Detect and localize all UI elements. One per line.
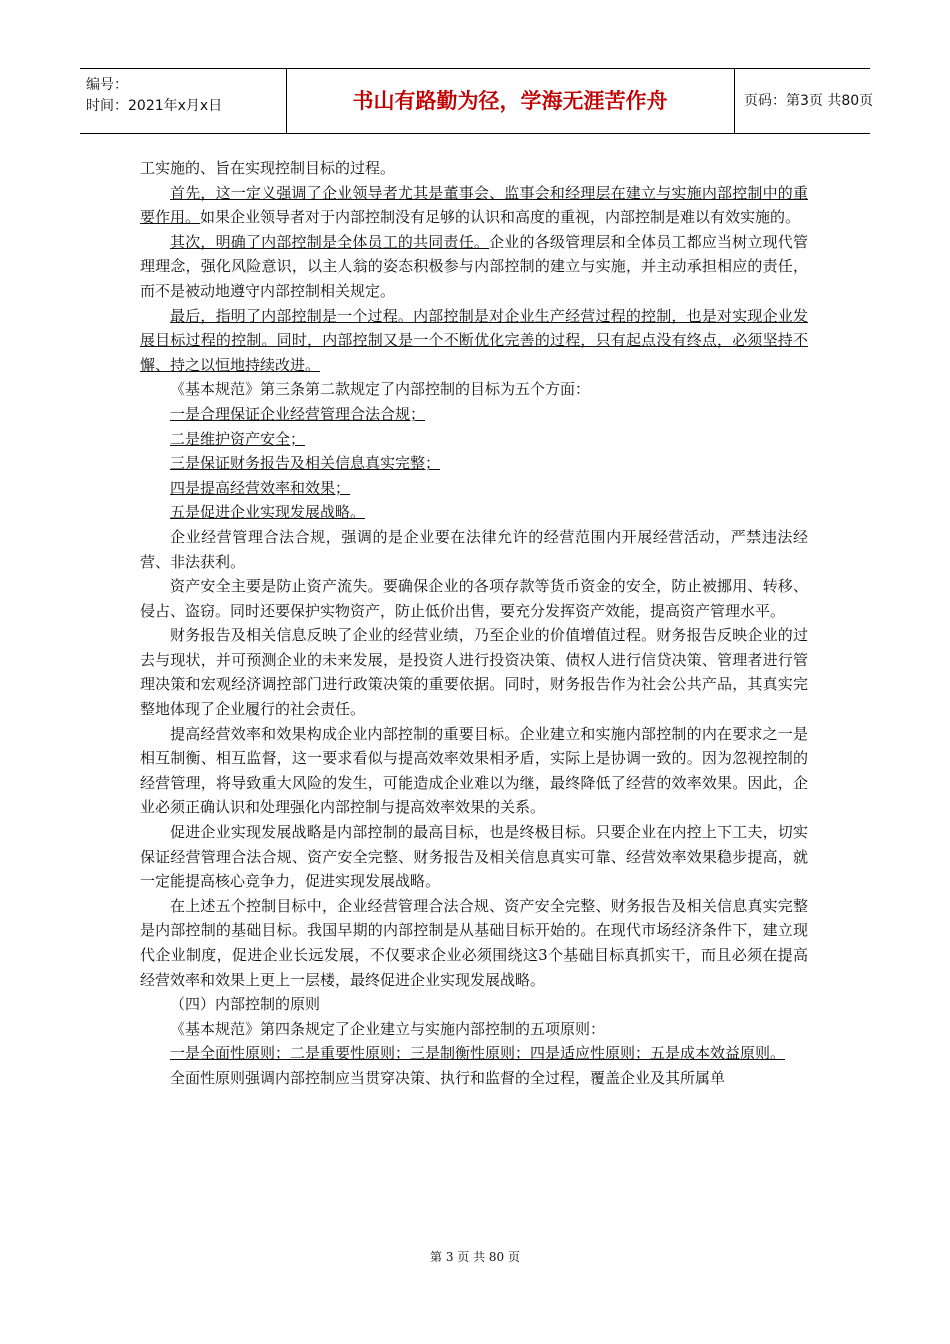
header-meta: [86, 75, 222, 117]
header-page-label: 页码：第3页 共80页: [744, 93, 874, 109]
paragraph: 全面性原则强调内部控制应当贯穿决策、执行和监督的全过程，覆盖企业及其所属单: [170, 1068, 726, 1087]
paragraph: 工实施的、旨在实现控制目标的过程。: [140, 159, 396, 177]
underlined-text: 最后，指明了内部控制是一个过程。内部控制是对企业生产经营过程的控制，也是对实现企业发展目标过程的控制。同时，内部控制又是一个不断优化完善的过程，只有起点没有终点，必须坚持不懈、持之以恒地持续改进。: [140, 306, 808, 374]
underlined-text: 其次，明确了内部控制是全体员工的共同责任。: [170, 232, 490, 251]
time-label: 时间：2021年x月x日: [86, 98, 223, 114]
page-footer: 第 3 页 共 80 页: [430, 1250, 520, 1264]
goal-item: 四是提高经营效率和效果；: [170, 478, 351, 497]
paragraph: 资产安全主要是防止资产流失。要确保企业的各项存款等货币资金的安全，防止被挪用、转移、侵占、盗窃。同时还要保护实物资产，防止低价出售，要充分发挥资产效能，提高资产管理水平。: [140, 577, 808, 620]
number-label: 编号：: [86, 77, 128, 93]
paragraph: 企业经营管理合法合规，强调的是企业要在法律允许的经营范围内开展经营活动，严禁违法经营、非法获利。: [140, 527, 808, 571]
paragraph: 首先，这一定义强调了企业领导者尤其是董事会、监事会和经理层在建立与实施内部控制中的重要作用。如果企业领导者对于内部控制没有足够的认识和高度的重视，内部控制是难以有效实施的。: [140, 183, 808, 227]
goal-item: 二是维护资产安全；: [170, 429, 306, 448]
paragraph: [140, 304, 808, 378]
header-divider: [734, 69, 735, 133]
header-motto: 书山有路勤为径，学海无涯苦作舟: [352, 89, 668, 113]
paragraph: 促进企业实现发展战略是内部控制的最高目标，也是终极目标。只要企业在内控上下工夫，切实保证经营管理合法合规、资产安全完整、财务报告及相关信息真实可靠、经营效率效果稳步提高，就一定能提高核心竞争力，促进实现发展战略。: [140, 823, 808, 891]
goal-item: 一是合理保证企业经营管理合法合规；: [170, 404, 426, 423]
goal-item: 五是促进企业实现发展战略。: [170, 503, 366, 522]
principles-list: 一是全面性原则；二是重要性原则；三是制衡性原则；四是适应性原则；五是成本效益原则。: [170, 1044, 786, 1063]
paragraph: 《基本规范》第三条第二款规定了内部控制的目标为五个方面：: [170, 380, 591, 399]
document-body: [140, 156, 808, 1091]
paragraph: 在上述五个控制目标中，企业经营管理合法合规、资产安全完整、财务报告及相关信息真实完整是内部控制的基础目标。我国早期的内部控制是从基础目标开始的。在现代市场经济条件下，建立现代企业制度，促进企业长远发展，不仅要求企业必须围绕这3个基础目标真抓实干，而且必须在提高经营效率和效果上更上一层楼，最终促进企业实现发展战略。: [140, 896, 808, 989]
paragraph: 其次，明确了内部控制是全体员工的共同责任。企业的各级管理层和全体员工都应当树立现代管理理念，强化风险意识，以主人翁的姿态积极参与内部控制的建立与实施，并主动承担相应的责任，而不是被动地遵守内部控制相关规定。: [140, 232, 808, 300]
page-header: [80, 68, 874, 134]
paragraph: 财务报告及相关信息反映了企业的经营业绩，乃至企业的价值增值过程。财务报告反映企业的过去与现状，并可预测企业的未来发展，是投资人进行投资决策、债权人进行信贷决策、管理者进行管理决策和宏观经济调控部门进行政策决策的重要依据。同时，财务报告作为社会公共产品，其真实完整地体现了企业履行的社会责任。: [140, 626, 808, 719]
section-heading: （四）内部控制的原则: [170, 995, 321, 1014]
paragraph: 提高经营效率和效果构成企业内部控制的重要目标。企业建立和实施内部控制的内在要求之一是相互制衡、相互监督，这一要求看似与提高效率效果相矛盾，实际上是协调一致的。因为忽视控制的经营管理，将导致重大风险的发生，可能造成企业难以为继，最终降低了经营的效率效果。因此，企业必须正确认识和处理强化内部控制与提高效率效果的关系。: [140, 724, 808, 817]
paragraph: 《基本规范》第四条规定了企业建立与实施内部控制的五项原则：: [170, 1019, 606, 1038]
goal-item: 三是保证财务报告及相关信息真实完整；: [170, 454, 441, 473]
underlined-text: 首先，这一定义强调了企业领导者尤其是董事会、监事会和经理层在建立与实施内部控制中的重要作用。: [140, 183, 808, 227]
